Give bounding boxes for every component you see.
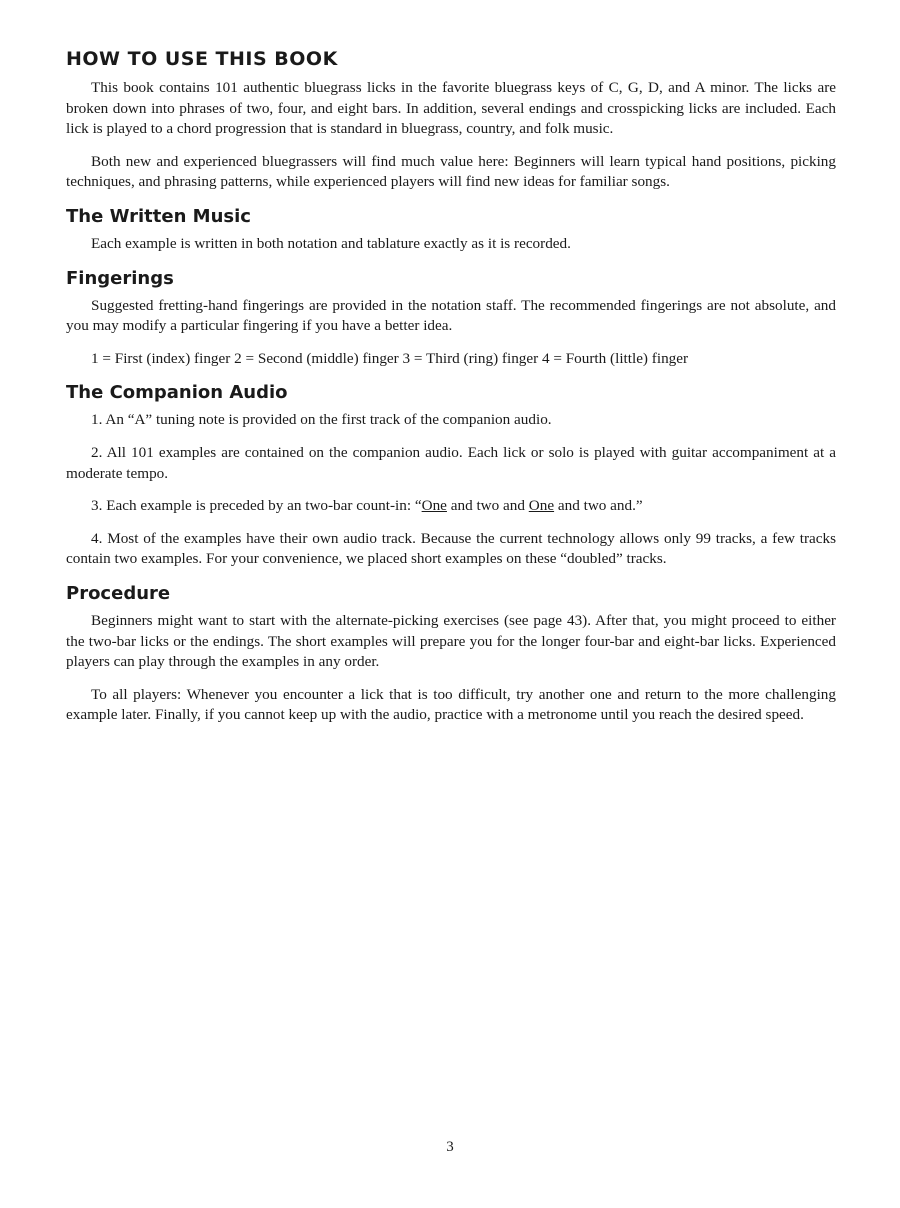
section-heading-procedure: Procedure	[66, 582, 171, 604]
page-title: HOW TO USE THIS BOOK	[66, 48, 338, 70]
audio-paragraph-2: 2. All 101 examples are contained on the companion audio. Each lick or solo is played with guitar accompaniment at a moderate tempo.	[66, 443, 836, 482]
section-heading-companion-audio: The Companion Audio	[66, 382, 288, 404]
procedure-paragraph-1: Beginners might want to start with the alternate-picking exercises (see page 43). After that, you might proceed to either the two-bar licks or the endings. The short examples will prepare you for the longer four-bar and eight-bar licks. Experienced players can play through the examples in any order.	[66, 611, 836, 671]
section-heading-fingerings: Fingerings	[66, 267, 174, 289]
audio-paragraph-1: 1. An “A” tuning note is provided on the first track of the companion audio.	[91, 411, 552, 429]
fingerings-legend: 1 = First (index) finger 2 = Second (middle) finger 3 = Third (ring) finger 4 = Fourth (little) finger	[91, 349, 689, 367]
count-in-one-second: One	[528, 497, 555, 515]
count-in-suffix: and two and.”	[554, 497, 643, 515]
section-heading-written-music: The Written Music	[66, 205, 251, 227]
written-music-paragraph: Each example is written in both notation and tablature exactly as it is recorded.	[91, 234, 571, 252]
audio-paragraph-3	[66, 496, 836, 517]
intro-paragraph-2: Both new and experienced bluegrassers will find much value here: Beginners will learn typical hand positions, picking techniques, and phrasing patterns, while experienced players will find new ideas for familiar songs.	[66, 152, 836, 191]
count-in-prefix: 3. Each example is preceded by an two-bar count-in: “	[91, 497, 422, 515]
intro-paragraph-1: This book contains 101 authentic bluegrass licks in the favorite bluegrass keys of C, G, D, and A minor. The licks are broken down into phrases of two, four, and eight bars. In addition, several endings and crosspicking licks are included. Each lick is played to a chord progression that is standard in bluegrass, country, and folk music.	[66, 79, 836, 138]
page-content	[66, 46, 836, 738]
count-in-middle: and two and	[446, 497, 529, 515]
page-number: 3	[446, 1139, 454, 1155]
fingerings-paragraph-1: Suggested fretting-hand fingerings are provided in the notation staff. The recommended fingerings are not absolute, and you may modify a particular fingering if you have a better idea.	[66, 296, 836, 335]
count-in-one-first: One	[421, 497, 447, 515]
procedure-paragraph-2: To all players: Whenever you encounter a lick that is too difficult, try another one and return to the more challenging example later. Finally, if you cannot keep up with the audio, practice with a metronome until you reach the desired speed.	[66, 685, 836, 724]
audio-paragraph-4: 4. Most of the examples have their own audio track. Because the current technology allows only 99 tracks, a few tracks contain two examples. For your convenience, we placed short examples on these “doubled” tracks.	[66, 529, 836, 568]
